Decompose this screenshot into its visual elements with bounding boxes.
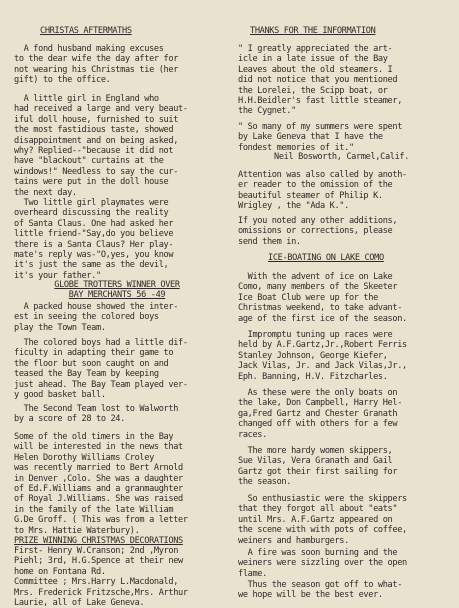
christmas-aftermaths-paragraph-3: Two little girl playmates were overheard discussing the reality of Santa Claus. One had asked her little friend-"Say,do you believe there is a Santa Claus? Her play- mate's reply was-"O,yes, you know it's just the same as the devil, it's your father." [14,198,174,281]
thanks-quote-2: " So many of my summers were spent by Lake Geneva that I have the fondest memories of it." [238,122,403,153]
christmas-aftermaths-heading: CHRISTAS AFTERMATHS [40,26,132,36]
christmas-aftermaths-paragraph-1: A fond husband making excuses to the dear wife the day after for not wearing his Christmas tie (her gift) to the office. [14,44,179,86]
prize-winning-paragraph: First- Henry W.Cranson; 2nd ,Myron Piehl; 3rd, H.G.Spence at their new home on Fontana Rd. Committee ; Mrs.Harry L.Macdonald, Mrs. Frederick Fritzsche,Mrs. Arthur Laurie, all of Lake Geneva. [14,546,188,608]
ice-boating-paragraph-3: As these were the only boats on the lake, Don Campbell, Harry Hel- ga,Fred Gartz and Chester Granath changed off with others for a few races. [238,388,403,440]
christmas-aftermaths-paragraph-2: A little girl in England who had received a large and very beaut- iful doll house, furnished to suit the most fastidious taste, showed disappointment and on being asked, why? Replied--"because it did not have "blackout" curtains at the windows!" Needless to say the cur- tains were put in the doll house the next day. [14,94,188,198]
thanks-signature: Neil Bosworth, Carmel,Calif. [274,152,410,162]
thanks-heading: THANKS FOR THE INFORMATION [250,26,376,36]
globe-trotters-paragraph-2: The colored boys had a little dif- ficulty in adapting their game to the floor but soon caught on and teased the Bay Team by keeping just ahead. The Bay Team played ver- y good basket ball. [14,338,188,401]
degroff-wedding-paragraph: Some of the old timers in the Bay will be interested in the news that Helen Dorothy Williams Croley was recently married to Bert Arnold in Denver ,Colo. She was a daughter of Ed.F.Williams and a granmaughter of Royal J.Williams. She was raised in the family of the late William G.De Groff. ( This was from a letter to Mrs. Hattie Waterbury). [14,432,188,536]
thanks-paragraph-4: If you noted any other additions, omissions or corrections, please send them in. [238,216,398,247]
globe-trotters-paragraph-3: The Second Team lost to Walworth by a score of 28 to 24. [14,404,179,425]
globe-trotters-paragraph-1: A packed house showed the inter- est in seeing the colored boys play the Town Team. [14,302,179,333]
ice-boating-paragraph-5: So enthusiastic were the skippers that they forgot all about "eats" until Mrs. A.F.Gartz appeared on the scene with with pots of coffee, weiners and hamburgers. [238,494,407,546]
ice-boating-paragraph-6: A fire was soon burning and the weiners were sizzling over the open flame. [238,548,407,579]
prize-winning-heading: PRIZE WINNING CHRISTMAS DECORATIONS [14,536,183,546]
thanks-quote-1: " I greatly appreciated the art- icle in a late issue of the Bay Leaves about the old steamers. I did not notice that you mentioned the Lorelei, the Scipp boat, or H.H.Beidler's fast little steamer, the Cygnet." [238,44,403,117]
globe-trotters-heading: GLOBE TROTTERS WINNER OVER BAY MERCHANTS 56 -49 [54,280,180,301]
ice-boating-paragraph-7: Thus the season got off to what- we hope will be the best ever. [238,580,403,601]
ice-boating-paragraph-2: Impromptu tuning up races were held by A.F.Gartz,Jr.,Robert Ferris Stanley Johnson, George Kiefer, Jack Vilas, Jr. and Jack Vilas,Jr., Eph. Banning, H.V. Fitzcharles. [238,330,407,382]
ice-boating-heading: ICE-BOATING ON LAKE COMO [268,253,384,263]
ice-boating-paragraph-1: With the advent of ice on Lake Como, many members of the Skeeter Ice Boat Club were up for the Christmas weekend, to take advant- age of the first ice of the season. [238,272,407,324]
thanks-paragraph-3: Attention was also called by anoth- er reader to the omission of the beautiful steamer of Philip K. Wrigley , the "Ada K.". [238,170,407,212]
ice-boating-paragraph-4: The more hardy women skippers, Sue Vilas, Vera Granath and Gail Gartz got their first sailing for the season. [238,446,398,488]
